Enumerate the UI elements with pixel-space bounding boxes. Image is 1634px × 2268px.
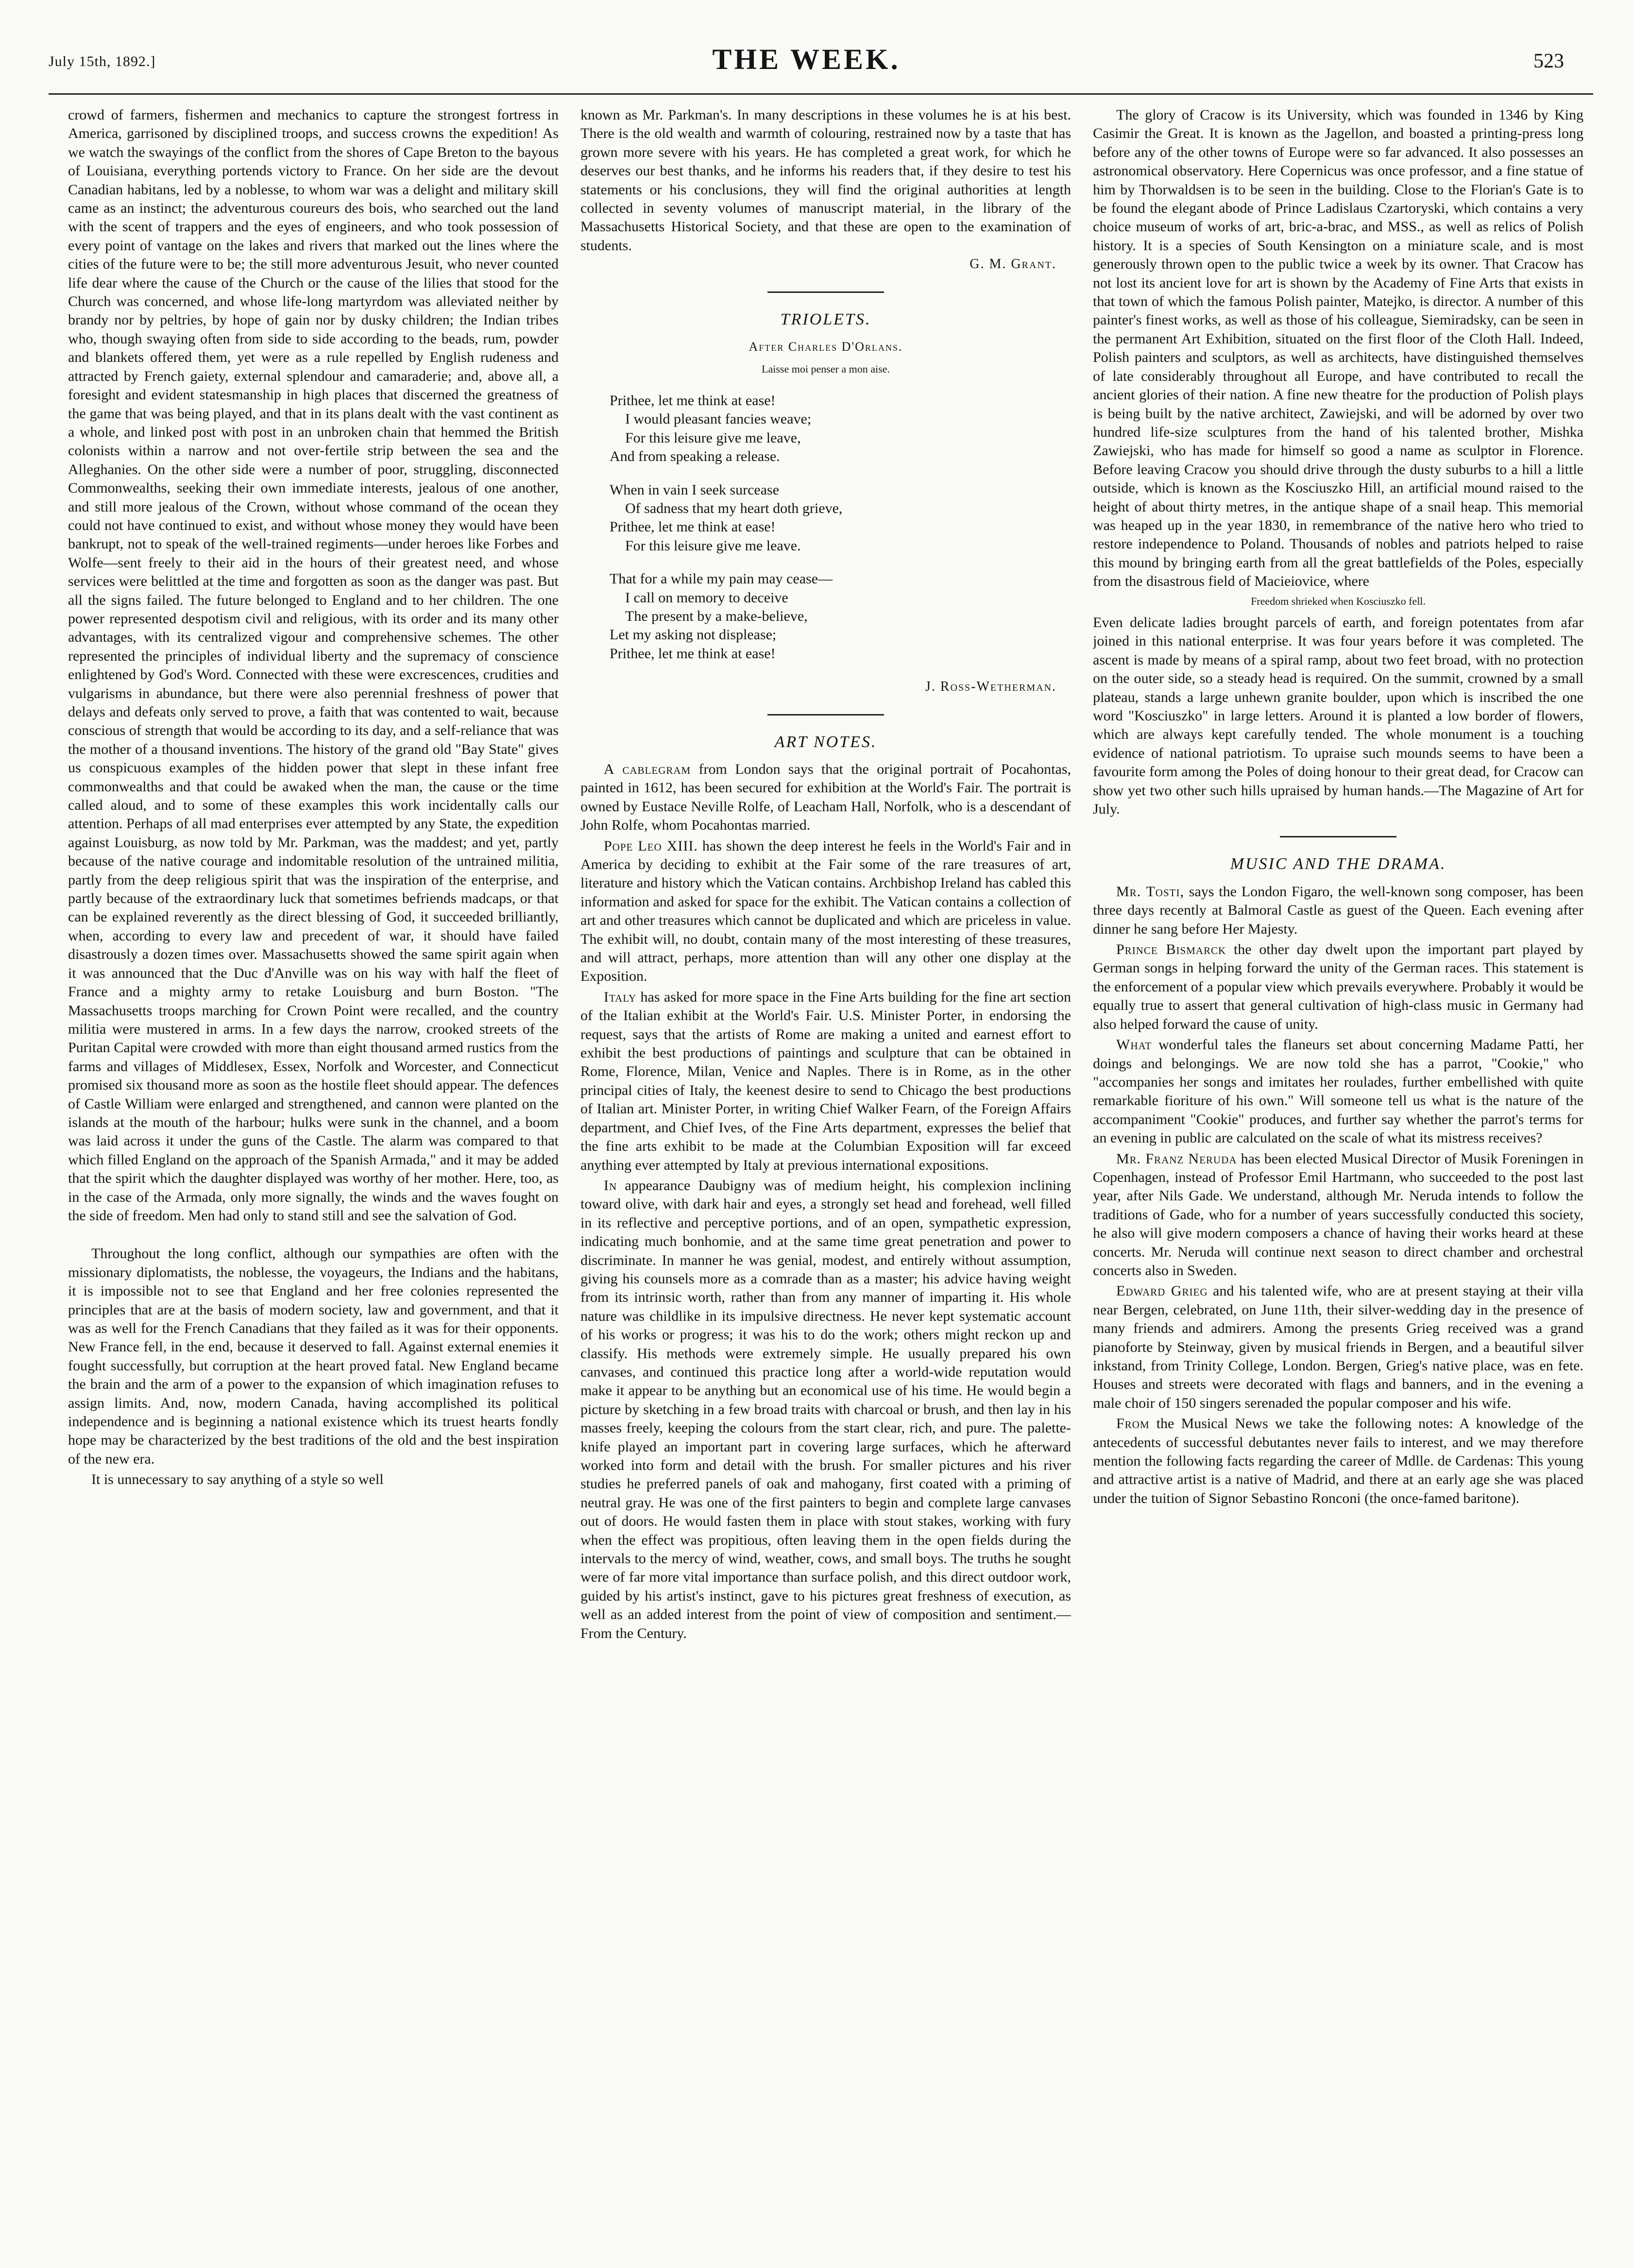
paragraph-body: wonderful tales the flaneurs set about concerning Madame Patti, her doings and belongings. We are now told she has a parrot, "Cookie," who "accompanies her songs and imitates her roulades, further embellished with quite remarkable fioriture of his own." Will someone tell us what is the nature of the accompaniment "Cookie" produces, and further say whether the parrot's terms for an evening in public are calculated on the scale of what its mistress receives? (1093, 1037, 1583, 1146)
issue-date: July 15th, 1892.] (49, 53, 156, 69)
review-paragraph-2: Throughout the long conflict, although our sympathies are often with the missionary diplomatists, the noblesse, the voyageurs, the Indians and the habitans, it is impossible not to see that England and her free colonies represented the principles that are at the basis of modern society, law and government, and that it was as well for the French Canadians that they failed as it was for their opponents. New France fell, in the end, because it deserved to fall. Against external enemies it fought successfully, but corruption at the heart proved fatal. New England became the brain and the arm of a power to the expansion of which imagination refuses to assign limits. And, now, modern Canada, having accomplished its political independence and is beginning a national existence which its truest hearts fondly hope may be characterized by the best traditions of the old and the best inspiration of the new era. (68, 1245, 559, 1467)
poem-line: Prithee, let me think at ease! (610, 645, 776, 662)
masthead-title: THE WEEK. (712, 43, 901, 75)
triolet-stanza-2 (610, 481, 1071, 556)
poem-line: Prithee, let me think at ease! (610, 519, 776, 535)
poem-line: Of sadness that my heart doth grieve, (625, 500, 843, 516)
page-number: 523 (1533, 50, 1564, 72)
art-note-paragraph (580, 1177, 1071, 1643)
column-1 (68, 106, 559, 2253)
music-paragraph (1093, 1282, 1583, 1413)
poem-line: The present by a make-believe, (625, 608, 808, 624)
review-conclusion-paragraph: known as Mr. Parkman's. In many descriptions in these volumes he is at his best. There is the old wealth and warmth of colouring, restrained now by a taste that has grown more severe with his years. He has completed a great work, for which he deserves our best thanks, and he informs his readers that, if they desire to test his statements or his conclusions, they will find the original authorities at length collected in seventy volumes of manuscript material, in the library of the Massachusetts Historical Society, and that these are open to the examination of students. (580, 107, 1071, 254)
paragraph-body: and his talented wife, who are at present staying at their villa near Bergen, celebrated, on June 11th, their silver-wedding day in the presence of many friends and admirers. Among the presents Grieg received was a grand pianoforte by Steinway, given by musical friends in Bergen, and a beautiful silver inkstand, from Trinity College, London. Bergen, Grieg's native place, was en fete. Houses and streets were decorated with flags and banners, and in the evening a male choir of 150 singers serenaded the popular composer and his wife. (1093, 1283, 1583, 1411)
poem-line: I call on memory to deceive (625, 589, 788, 606)
poem-line: And from speaking a release. (610, 448, 780, 465)
paragraph-lead: A cablegram (604, 761, 691, 777)
quoted-line: Freedom shrieked when Kosciuszko fell. (1251, 595, 1426, 607)
column-3 (1093, 106, 1583, 2253)
paragraph-body: the Musical News we take the following notes: A knowledge of the antecedents of successful debutantes never fails to interest, and we may therefore mention the following facts regarding the career of Mdlle. de Cardenas: This young and attractive artist is a native of Madrid, and there at an early age she was placed under the tuition of Signor Sebastino Ronconi (the once-famed baritone). (1093, 1415, 1583, 1506)
art-note-paragraph (580, 988, 1071, 1175)
paragraph-lead: Pope Leo XIII. (604, 837, 698, 854)
header-rule (49, 93, 1593, 95)
paragraph-body: has asked for more space in the Fine Arts building for the fine art section of the Italian exhibit at the World's Fair. U.S. Minister Porter, in endorsing the request, says that the artists of Rome are making a united and earnest effort to exhibit the best productions of paintings and sculpture that can be obtained in Rome, Florence, Milan, Venice and Naples. There is in Rome, as in the other principal cities of Italy, the keenest desire to send to Chicago the best productions of Italian art. Minister Porter, in writing Chief Walker Fearn, of the Foreign Affairs department, and Chief Ives, of the Fine Arts department, expresses the belief that the fine arts exhibit to be made at the Columbian Exposition will far exceed anything ever attempted by Italy at previous international expositions. (580, 989, 1071, 1173)
paragraph-body: the other day dwelt upon the important part played by German songs in helping forward the unity of the German races. This statement is the enforcement of a popular view which prevails everywhere. Probably it would be equally true to assert that general cultivation of high-class music in Germany had also helped forward the cause of unity. (1093, 941, 1583, 1032)
review-paragraph-3: It is unnecessary to say anything of a style so well (91, 1471, 384, 1488)
music-drama-title: MUSIC AND THE DRAMA. (1230, 855, 1447, 873)
review-signature: G. M. Grant. (970, 256, 1056, 272)
section-divider (767, 714, 884, 716)
paragraph-lead: What (1116, 1037, 1152, 1053)
triolets-title: TRIOLETS. (780, 310, 871, 328)
paragraph-lead: In (604, 1177, 617, 1194)
cracow-paragraph-continued: Even delicate ladies brought parcels of earth, and foreign potentates from afar joined in this national enterprise. It was four years before it was completed. The ascent is made by means of a spiral ramp, about two feet broad, with no protection on the outer side, so a steady head is required. On the summit, crowned by a small plateau, stands a large unhewn granite boulder, upon which is inscribed the one word "Kosciuszko" in large letters. Around it is planted a low border of flowers, which are always kept carefully tended. The whole monument is a touching evidence of national patriotism. To upraise such mounds seems to have been a favourite form among the Poles of doing honour to their great dead, for Cracow can show yet two other such hills upraised by human hands.—The Magazine of Art for July. (1093, 614, 1583, 818)
paragraph-body: from London says that the original portrait of Pocahontas, painted in 1612, has been secured for exhibition at the World's Fair. The portrait is owned by Eustace Neville Rolfe, of Leacham Hall, Norfolk, who is a descendant of John Rolfe, whom Pocahontas married. (580, 761, 1071, 834)
section-divider (1280, 836, 1396, 837)
section-divider (767, 291, 884, 293)
poem-line: Let my asking not displease; (610, 627, 777, 643)
page-header (49, 43, 1564, 86)
art-note-paragraph (580, 760, 1071, 835)
poem-line: For this leisure give me leave, (625, 429, 801, 446)
paragraph-lead: Italy (604, 989, 637, 1005)
triolets-byline: After Charles D'Orlans. (749, 340, 903, 354)
paragraph-lead: Edward Grieg (1116, 1283, 1208, 1299)
paragraph-body: has shown the deep interest he feels in the World's Fair and in America by deciding to exhibit at the Fair some of the rare treasures of art, literature and history which the Vatican contains. Archbishop Ireland has cabled this information and asked for space for the exhibit. The Vatican contains a collection of art and other treasures which cannot be duplicated and which are priceless in value. The exhibit will, no doubt, contain many of the most interesting of these treasures, and will attract, perhaps, more attention than will any other one display at the Exposition. (580, 837, 1071, 985)
paragraph-body: says the London Figaro, the well-known song composer, has been three days recently at Balmoral Castle as guest of the Queen. Each evening after dinner he sang before Her Majesty. (1093, 883, 1583, 937)
cracow-paragraph: The glory of Cracow is its University, which was founded in 1346 by King Casimir the Great. It is known as the Jagellon, and boasted a printing-press long before any of the other towns of Europe were so far advanced. It also possesses an astronomical observatory. Here Copernicus was once professor, and a fine statue of him by Thorwaldsen is to be seen in the building. Close to the Florian's Gate is to be found the elegant abode of Prince Ladislaus Czartoryski, which contains a very choice museum of works of art, bric-a-brac, and MSS., as well as relics of Polish history. It is a species of South Kensington on a miniature scale, and is most generously thrown open to the public twice a week by its owner. That Cracow has not lost its ancient love for art is shown by the Academy of Fine Arts that exists in that town of which the famous Polish painter, Matejko, is director. A number of this painter's finest works, as well as those of his colleague, Siemiradsky, can be seen in the permanent Art Exhibition, situated on the first floor of the Cloth Hall. Indeed, Polish painters and sculptors, as well as architects, have distinguished themselves of late considerably throughout all Europe, and have contributed to recall the ancient glories of their nation. A fine new theatre for the production of Polish plays is being built by the native architect, Zawiejski, and will be adorned by over two hundred life-size sculptures from the hand of his talented brother, Mishka Zawiejski, who has made for himself so good a name as sculptor in Florence. Before leaving Cracow you should drive through the dusty suburbs to a hill a little outside, which is known as the Kosciuszko Hill, an artificial mound raised to the height of about thirty metres, in the antique shape of a snail heap. This memorial was heaped up in the year 1830, in remembrance of the native hero who tried to restore independence to Poland. Thousands of nobles and patriots helped to raise this mound by bringing earth from all the great battlefields of the Poles, especially from the disastrous field of Macieiovice, where (1093, 107, 1583, 590)
column-2 (580, 106, 1071, 2253)
art-notes-title: ART NOTES. (774, 733, 877, 751)
poem-line: I would pleasant fancies weave; (625, 411, 812, 427)
paragraph-lead: Mr. Tosti, (1116, 883, 1184, 900)
music-paragraph (1093, 940, 1583, 1034)
triolets-signature: J. Ross-Wetherman. (925, 679, 1056, 695)
paragraph-lead: Mr. Franz Neruda (1116, 1150, 1237, 1167)
paragraph-body: has been elected Musical Director of Musik Foreningen in Copenhagen, instead of Professor Emil Hartmann, who succeeded to the post last year, after Nils Gade. We understand, although Mr. Neruda intends to follow the traditions of Gade, who for a number of years successfully conducted this society, he also will give modern composers a chance of having their works heard at these concerts. Mr. Neruda will continue next season to direct chamber and orchestral concerts also in Sweden. (1093, 1150, 1583, 1279)
review-paragraph-1: crowd of farmers, fishermen and mechanics to capture the strongest fortress in America, garrisoned by disciplined troops, and success crowns the expedition! As we watch the swayings of the conflict from the shores of Cape Breton to the bayous of Louisiana, everything portends victory to France. On her side are the devout Canadian habitans, led by a noblesse, to whom war was a delight and military skill came as an instinct; the adventurous coureurs des bois, who searched out the land with the scent of trappers and the eyes of engineers, and who took possession of every point of vantage on the lakes and rivers that marked out the lines where the cities of the future were to be; the still more adventurous Jesuit, who never counted life dear where the cause of the Church or the cause of the lilies that stood for the Church was concerned, and whose life-long martyrdom was alleviated neither by brandy nor by peltries, by hope of gain nor by dusky children; the Indian tribes who, though swaying often from side to side according to the beads, rum, powder and blankets offered them, yet were as a rule repelled by English rudeness and attracted by French gaiety, external splendour and camaraderie; and, above all, a foresight and evident statesmanship in high places that discerned the greatness of the game that was being played, and that in its plans dealt with the vast continent as a whole, and linked post with post in an unbroken chain that hemmed the British colonists within a narrow and not over-fertile strip between the sea and the Alleghanies. On the other side were a number of poor, struggling, disconnected Commonwealths, seeking their own immediate interests, jealous of one another, and still more jealous of the Crown, without whose command of the ocean they could not have continued to exist, and without whose money they would have been bankrupt, not to speak of the well-trained regiments—under heroes like Forbes and Wolfe—sent freely to their aid in the hours of their greatest need, and whose services were belittled at the time and forgotten as soon as the danger was past. But all the signs failed. The future belonged to England and to her children. The one power represented despotism civil and religious, with its order and its many other advantages, with its centralized vigour and comprehensive schemes. The other represented the principles of individual liberty and the supremacy of conscience enlightened by God's Word. Connected with these were excrescences, crudities and vulgarisms in abundance, but there were also perennial freshness of power that delays and defeats only served to prove, a faith that was contented to wait, because conscious of strength that would be according to its day, and a self-reliance that was the mother of a thousand inventions. The history of the grand old "Bay State" gives us conspicuous examples of the hidden power that slept in these infant free commonwealths and that could be awaked when the man, the cause or the time called aloud, and to some of these examples this work incidentally calls our attention. Perhaps of all mad enterprises ever attempted by any State, the expedition against Louisburg, as now told by Mr. Parkman, was the maddest; and yet, partly because of the native courage and indomitable resolution of the untrained militia, partly from the deep religious spirit that was the inspiration of the enterprise, and partly because of the extraordinary luck that sometimes befriends madcaps, or that can be explained reverently as the direct blessing of God, it succeeded brilliantly, when, according to every law and precedent of war, it should have failed disastrously a dozen times over. Massachusetts showed the same spirit again when it was announced that the Duc d'Anville was on his way with half the fleet of France and a mighty army to retake Louisburg and burn Boston. "The Massachusetts troops marching for Crown Point were recalled, and the country militia were mustered in arms. In a few days the narrow, crooked streets of the Puritan Capital were crowded with more than eight thousand armed rustics from the farms and villages of Middlesex, Essex, Norfolk and Worcester, and Connecticut promised six thousand more as soon as the hostile fleet should appear. The defences of Castle William were enlarged and strengthened, and cannon were planted on the islands at the mouth of the harbour; hulks were sunk in the channel, and a boom was laid across it under the guns of the Castle. The alarm was compared to that which filled England on the approach of the Spanish Armada," and it may be added that the spirit which the daughter displayed was worthy of her mother. Here, too, as in the case of the Armada, only more signally, the winds and the waves fought on the side of freedom. Men had only to stand still and see the salvation of God. (68, 107, 559, 1224)
paragraph-lead: Prince Bismarck (1116, 941, 1226, 958)
music-paragraph (1093, 883, 1583, 938)
triolet-stanza-3 (610, 570, 1071, 663)
music-paragraph (1093, 1415, 1583, 1508)
poem-line: That for a while my pain may cease— (610, 571, 833, 587)
paragraph-body: appearance Daubigny was of medium height, his complexion inclining toward olive, with dark hair and eyes, a strongly set head and forehead, well filled in its reflective and perceptive portions, and of an open, sympathetic expression, indicating much bonhomie, and at the same time great penetration and power to discriminate. In manner he was genial, modest, and entirely without assumption, giving his counsels more as a comrade than as a master; his advice having weight from its intrinsic worth, rather than from any manner of imparting it. His whole nature was childlike in its impulsive directness. He never kept systematic account of his works or progress; it was his to do the work; others might reckon up and classify. His methods were extremely simple. He usually prepared his own canvases, and continued this practice long after a world-wide reputation would make it appear to be anything but an economical use of his time. He would begin a picture by sketching in a few broad traits with charcoal or brush, and then lay in his masses freely, keeping the colours from the start clear, rich, and pure. The palette-knife played an important part in covering large surfaces, which he afterward worked into form and detail with the brush. For smaller pictures and his river studies he preferred panels of oak and mahogany, first coated with a priming of neutral gray. He was one of the first painters to begin and complete large canvases out of doors. He would fasten them in place with stout stakes, working with fury when the effect was propitious, often leaving them in the open fields during the intervals to the mercy of wind, weather, cows, and small boys. The truths he sought were of far more vital importance than surface polish, and this direct outdoor work, guided by his artist's instinct, gave to his pictures great freshness of execution, as well as an added interest from the point of view of composition and sentiment.—From the Century. (580, 1177, 1071, 1641)
art-note-paragraph (580, 837, 1071, 986)
triolets-epigraph: Laisse moi penser a mon aise. (762, 363, 890, 375)
music-paragraph (1093, 1150, 1583, 1280)
triolet-stanza-1 (610, 392, 1071, 466)
poem-line: When in vain I seek surcease (610, 481, 780, 498)
music-paragraph (1093, 1036, 1583, 1147)
paragraph-lead: From (1116, 1415, 1150, 1432)
poem-line: For this leisure give me leave. (625, 537, 801, 554)
poem-line: Prithee, let me think at ease! (610, 392, 776, 409)
